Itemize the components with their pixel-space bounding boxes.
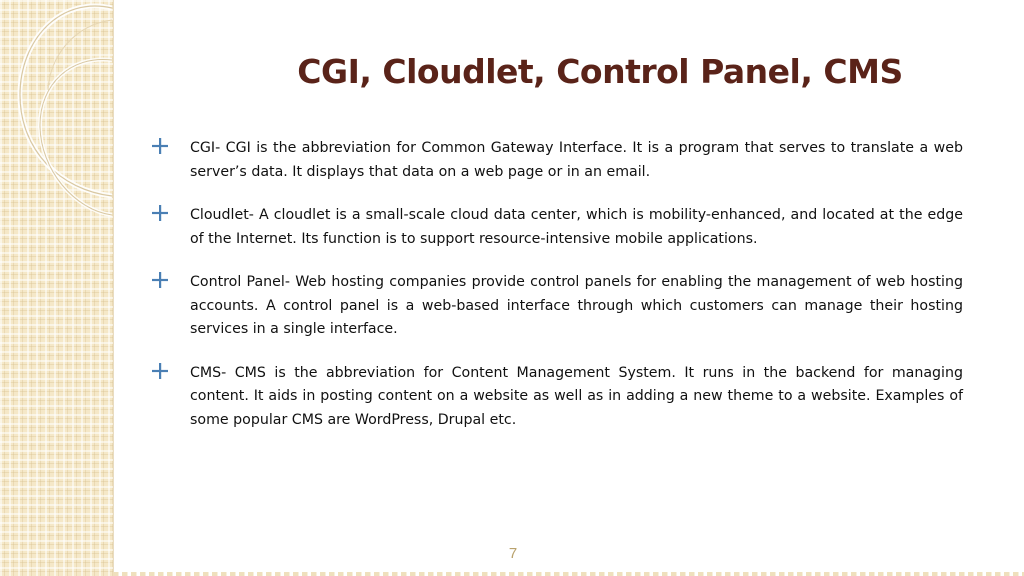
bullet-item-cms [150, 362, 963, 433]
decorative-bottom-strip [113, 572, 1024, 576]
slide-title: CGI, Cloudlet, Control Panel, CMS [297, 52, 903, 91]
plus-icon [150, 136, 170, 156]
bullet-text: CMS- CMS is the abbreviation for Content Management System. It runs in the backend for managing content. It aids in posting content on a website as well as in adding a new theme to a website. Examples of some popular CMS are WordPress, Drupal etc. [190, 364, 963, 428]
bullet-list [150, 137, 963, 452]
bullet-text: Control Panel- Web hosting companies provide control panels for enabling the management of web hosting accounts. A control panel is a web-based interface through which customers can manage their hosting services in a single interface. [190, 274, 963, 337]
bullet-item-control-panel [150, 271, 963, 342]
plus-icon [150, 270, 170, 290]
bullet-item-cgi [150, 137, 963, 184]
plus-icon [150, 203, 170, 223]
bullet-text: CGI- CGI is the abbreviation for Common Gateway Interface. It is a program that serves to translate a web server’s data. It displays that data on a web page or in an email. [190, 140, 963, 180]
bullet-item-cloudlet [150, 204, 963, 251]
page-number: 7 [508, 545, 518, 562]
plus-icon [150, 361, 170, 381]
bullet-text: Cloudlet- A cloudlet is a small-scale cloud data center, which is mobility-enhanced, and located at the edge of the Internet. Its function is to support resource-intensive mobile applications. [190, 207, 963, 247]
